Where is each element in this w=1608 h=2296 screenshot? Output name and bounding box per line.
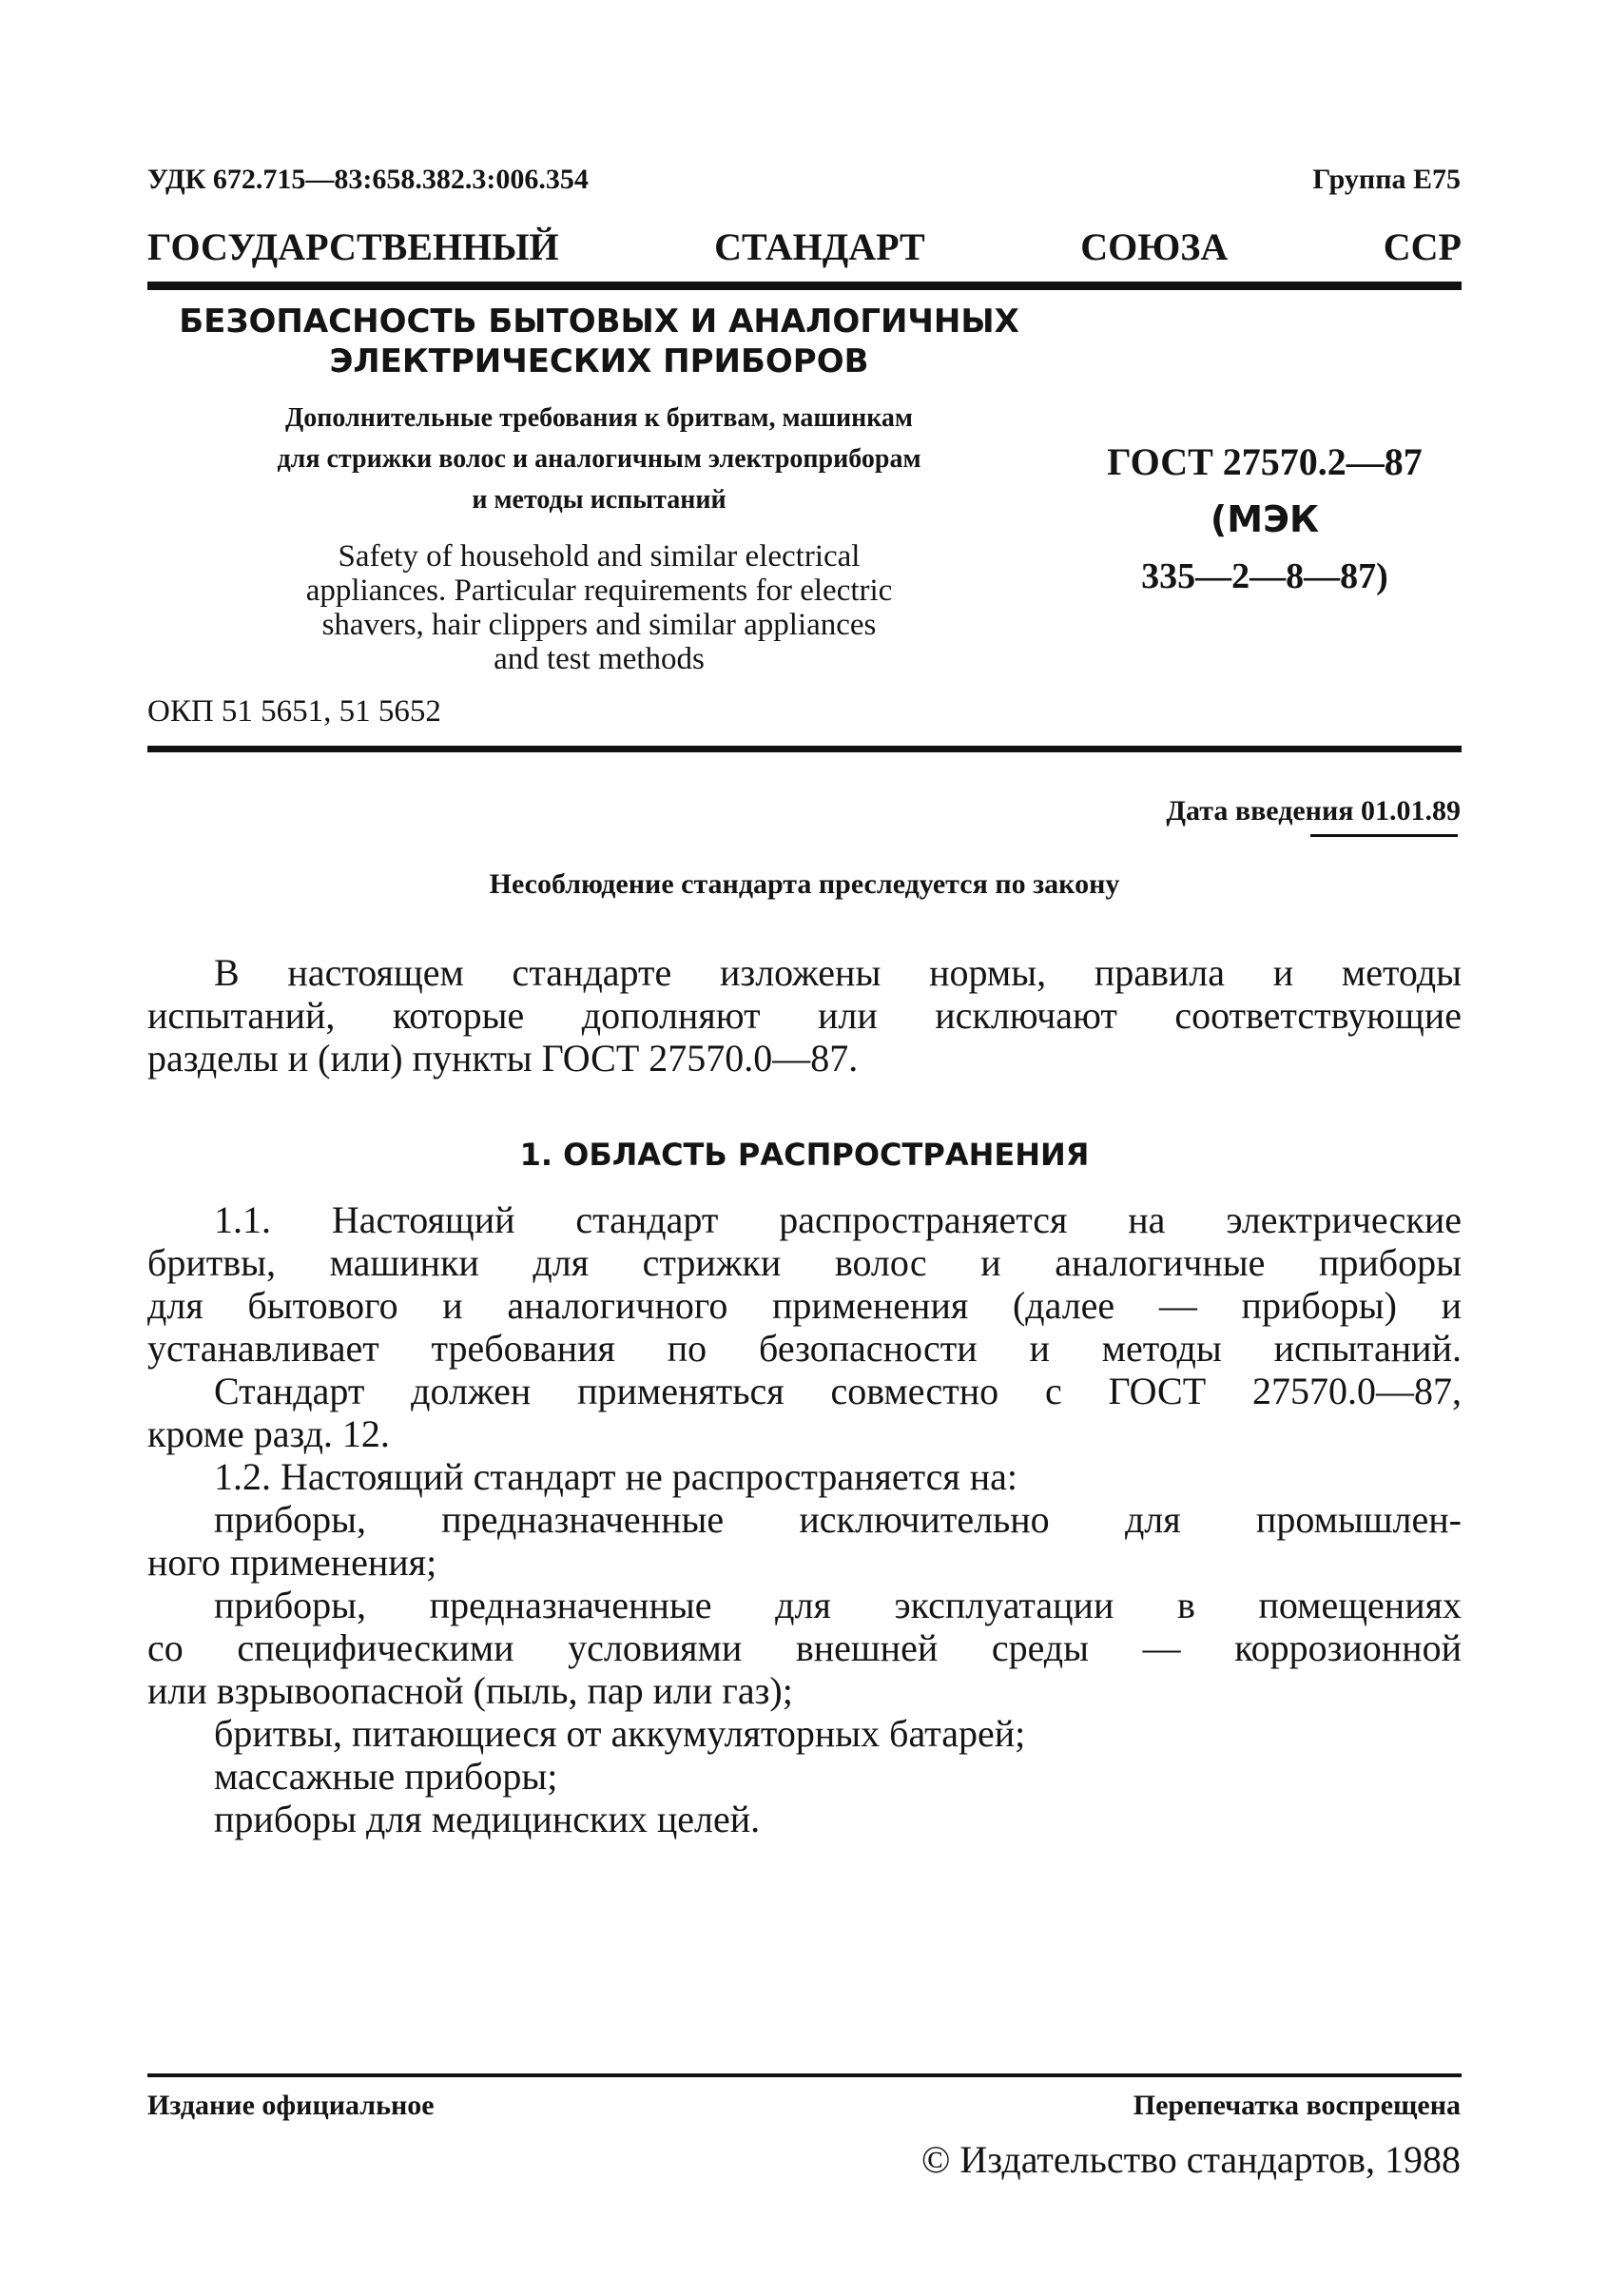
para-1-1-line-2: бритвы, машинки для стрижки волос и аналогичные приборы (147, 1241, 1462, 1284)
exclusion-2-line-3: или взрывоопасной (пыль, пар или газ); (147, 1669, 793, 1712)
gost-number: ГОСТ 27570.2—87 (1107, 440, 1423, 483)
para-1-1b-line-2: кроме разд. 12. (147, 1412, 390, 1455)
para-1-1-line-4: устанавливает требования по безопасности и методы испытаний. (147, 1327, 1462, 1370)
copyright-mark: © (920, 2138, 951, 2181)
footer-rule (147, 2073, 1462, 2077)
subtitle-line-3: и методы испытаний (472, 485, 727, 515)
udk-code: УДК 672.715—83:658.382.3:006.354 (147, 164, 589, 195)
english-title-line-3: shavers, hair clippers and similar appliances (321, 608, 877, 642)
introduction-date: Дата введения 01.01.89 (1166, 795, 1461, 827)
subtitle-line-2: для стрижки волос и аналогичным электроприборам (277, 444, 921, 474)
intro-line-3: разделы и (или) пункты ГОСТ 27570.0—87. (147, 1037, 859, 1080)
exclusion-2-line-1: приборы, предназначенные для эксплуатации в помещениях (214, 1584, 1462, 1626)
english-title-line-1: Safety of household and similar electrical (338, 539, 861, 574)
official-edition: Издание официальное (147, 2090, 435, 2121)
reprint-prohibited: Перепечатка воспрещена (1133, 2090, 1461, 2121)
publisher-name: Издательство стандартов, 1988 (959, 2138, 1461, 2181)
iec-number-line-2: 335—2—8—87) (1141, 556, 1388, 596)
state-standard-banner: ГОСУДАРСТВЕННЫЙ СТАНДАРТ СОЮЗА ССР (147, 225, 1462, 268)
publisher-line (921, 2138, 1461, 2182)
exclusion-5: приборы для медицинских целей. (214, 1798, 761, 1840)
exclusion-3: бритвы, питающиеся от аккумуляторных батарей; (214, 1712, 1026, 1755)
section-1-heading: 1. ОБЛАСТЬ РАСПРОСТРАНЕНИЯ (519, 1137, 1090, 1173)
exclusion-1-line-2: ного применения; (147, 1541, 437, 1584)
para-1-1-line-1: 1.1. Настоящий стандарт распространяется на электрические (214, 1198, 1462, 1241)
exclusion-1-line-1: приборы, предназначенные исключительно для промышлен- (214, 1498, 1462, 1541)
para-1-1b-line-1: Стандарт должен применяться совместно с ГОСТ 27570.0—87, (214, 1370, 1462, 1412)
title-line-2: ЭЛЕКТРИЧЕСКИХ ПРИБОРОВ (329, 342, 869, 380)
okp-code: ОКП 51 5651, 51 5652 (147, 694, 441, 729)
exclusion-4: массажные приборы; (214, 1755, 558, 1798)
header-rule (147, 282, 1462, 290)
iec-number-line-1: (МЭК (1210, 498, 1320, 540)
law-notice: Несоблюдение стандарта преследуется по закону (489, 868, 1120, 900)
english-title-line-2: appliances. Particular requirements for electric (305, 574, 893, 608)
exclusion-2-line-2: со специфическими условиями внешней среды — коррозионной (147, 1626, 1462, 1669)
para-1-1-line-3: для бытового и аналогичного применения (далее — приборы) и (147, 1284, 1462, 1327)
title-line-1: БЕЗОПАСНОСТЬ БЫТОВЫХ И АНАЛОГИЧНЫХ (179, 302, 1019, 341)
intro-line-2: испытаний, которые дополняют или исключают соответствующие (147, 994, 1462, 1037)
group-code: Группа Е75 (1312, 164, 1461, 195)
date-underline (1310, 834, 1458, 837)
title-block-rule (147, 746, 1462, 752)
english-title-line-4: and test methods (494, 642, 705, 676)
para-1-2: 1.2. Настоящий стандарт не распространяется на: (214, 1455, 1018, 1498)
subtitle-line-1: Дополнительные требования к бритвам, машинкам (284, 403, 914, 433)
intro-line-1: В настоящем стандарте изложены нормы, правила и методы (214, 951, 1462, 994)
